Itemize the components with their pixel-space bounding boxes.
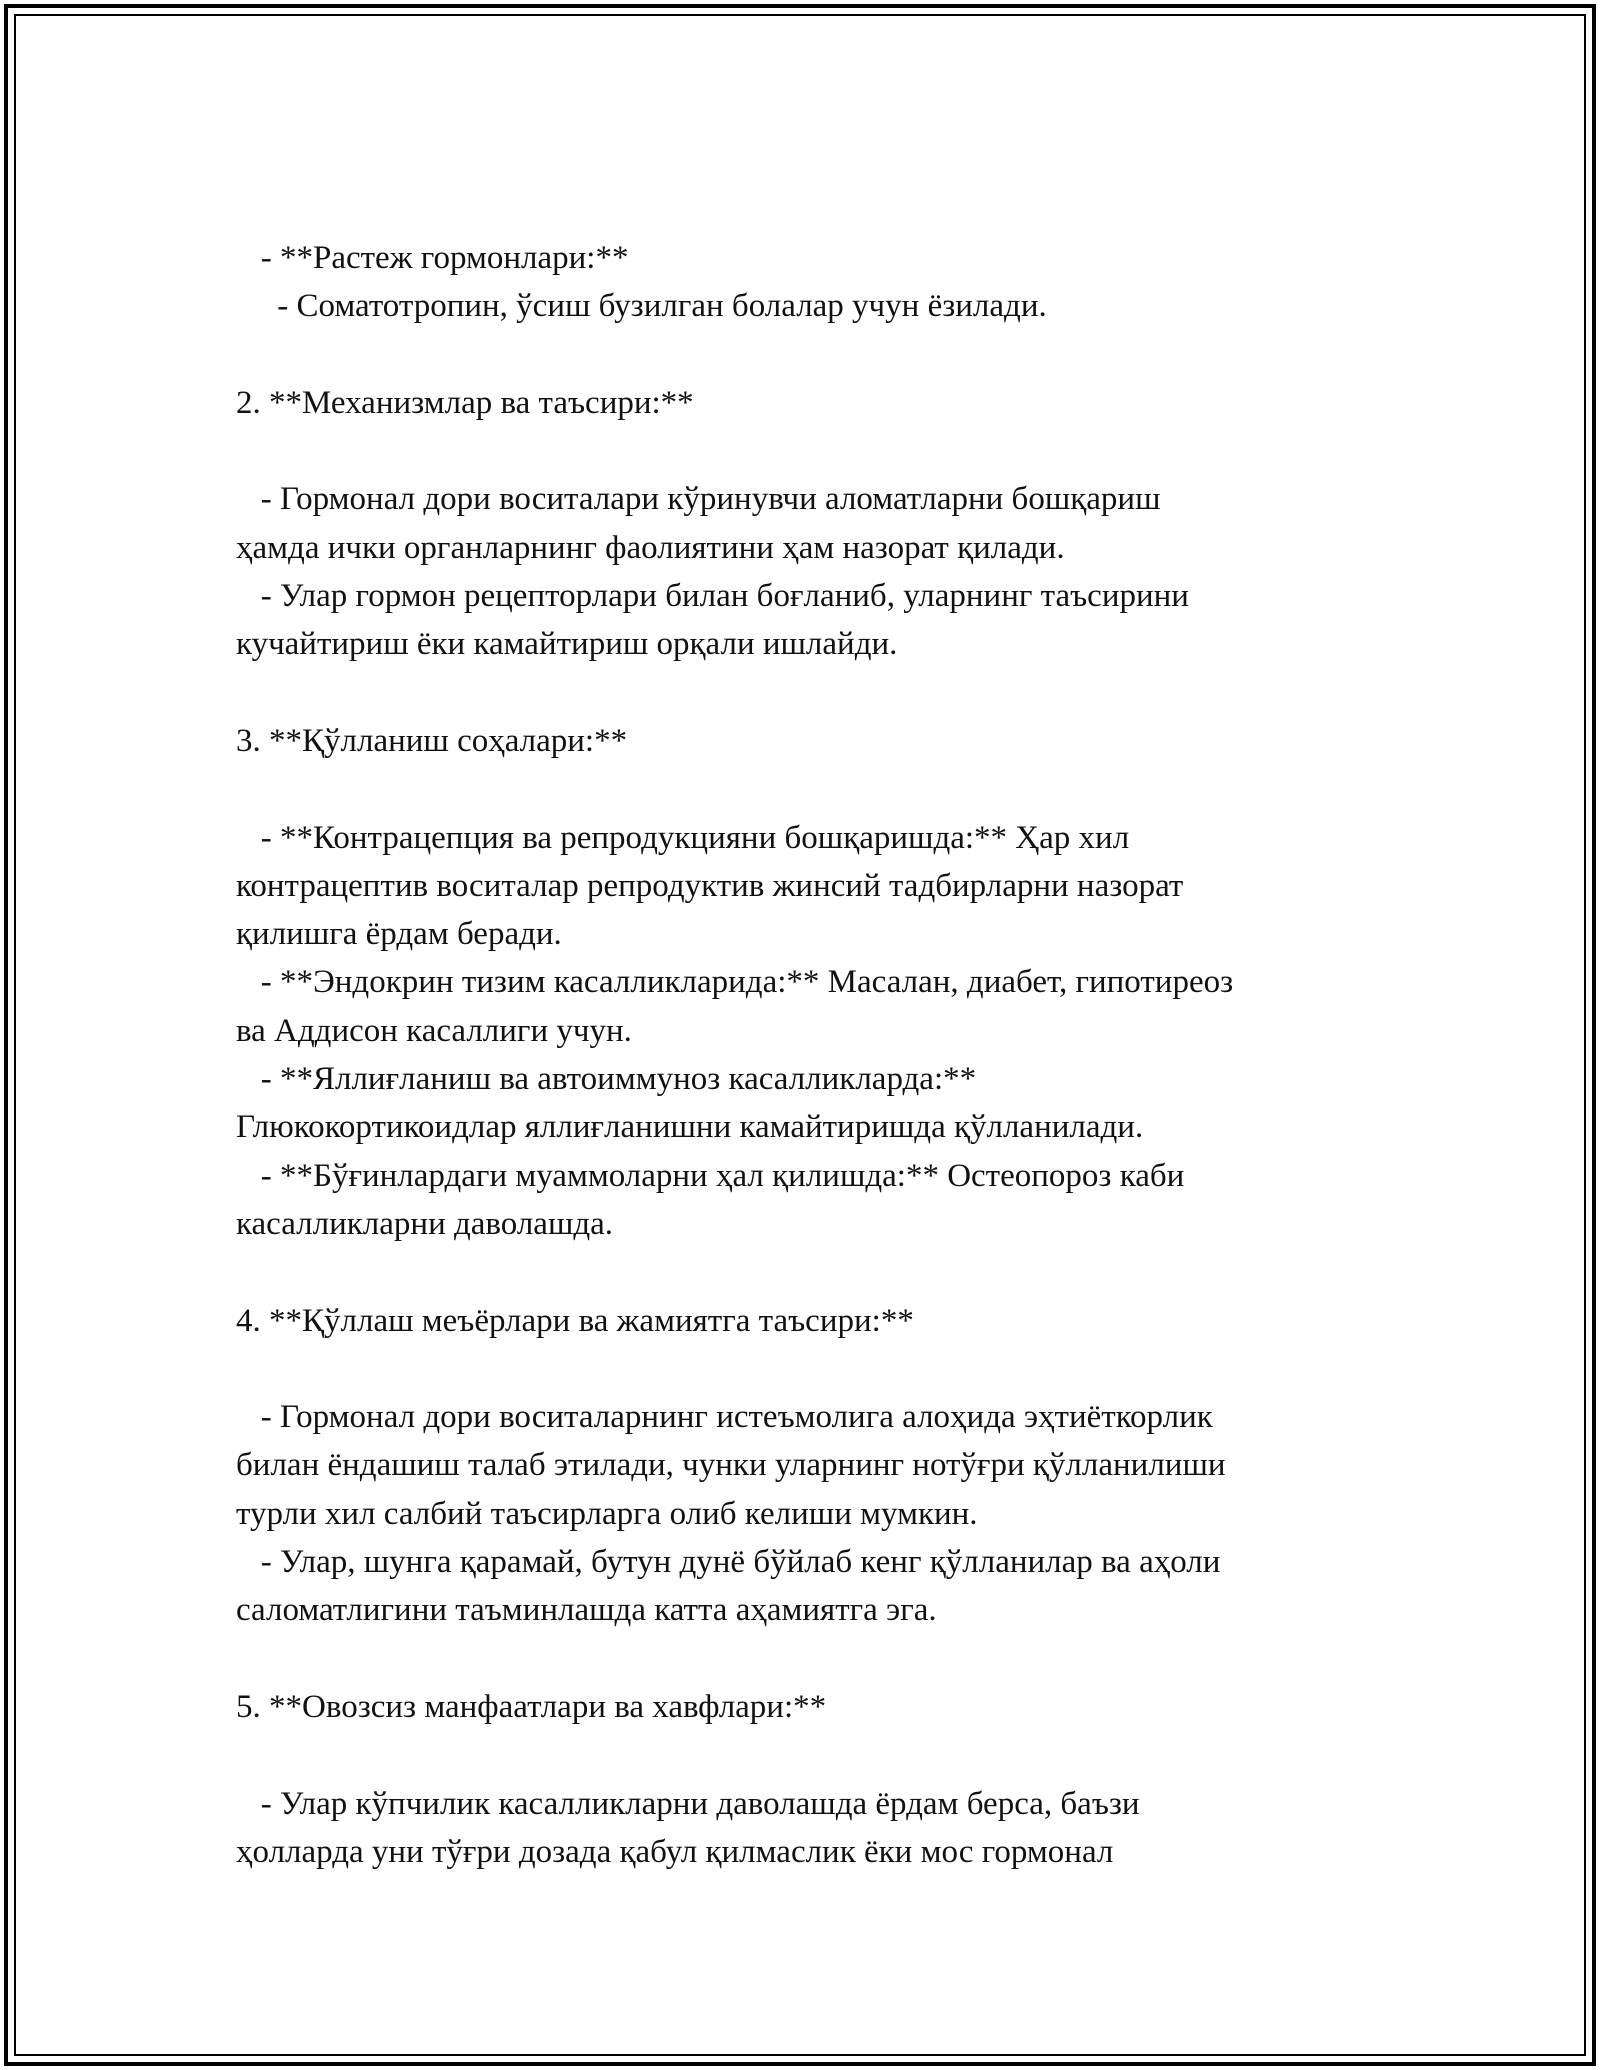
blank-line [236, 1345, 1376, 1393]
blank-line [236, 1635, 1376, 1683]
blank-line [236, 331, 1376, 379]
blank-line [236, 1248, 1376, 1296]
text-line: - **Контрацепция ва репродукцияни бошқаришда:** Ҳар хил [236, 819, 1130, 856]
text-line: - **Бўғинлардаги муаммоларни ҳал қилишда:** Остеопороз каби [236, 1157, 1185, 1194]
text-line: турли хил салбий таъсирларга олиб келиши мумкин. [236, 1495, 978, 1532]
blank-line [236, 765, 1376, 813]
text-line: - Улар гормон рецепторлари билан боғланиб, уларнинг таъсирини [236, 578, 1189, 615]
blank-line [236, 669, 1376, 717]
text-line: ҳолларда уни тўғри дозада қабул қилмаслик ёки мос гормонал [236, 1833, 1114, 1870]
blank-line [236, 1731, 1376, 1779]
text-line: саломатлигини таъминлашда катта аҳамиятга эга. [236, 1592, 937, 1629]
text-line: - Гормонал дори воситаларнинг истеъмолига алоҳида эҳтиёткорлик [236, 1399, 1213, 1436]
text-line: - Гормонал дори воситалари кўринувчи аломатларни бошқариш [236, 481, 1161, 518]
text-line: қилишга ёрдам беради. [236, 916, 562, 953]
text-line: - **Растеж гормонлари:** [236, 240, 629, 276]
text-line: - Соматотропин, ўсиш бузилган болалар учун ёзилади. [236, 288, 1047, 325]
text-line: билан ёндашиш талаб этилади, чунки уларнинг нотўғри қўлланилиши [236, 1447, 1226, 1484]
document-body [236, 234, 1376, 1876]
blank-line [236, 427, 1376, 475]
text-line: ва Аддисон касаллиги учун. [236, 1012, 632, 1049]
text-line: Глюкокортикоидлар яллиғланишни камайтиришда қўлланилади. [236, 1109, 1144, 1146]
section-heading: 5. **Овозсиз манфаатлари ва хавфлари:** [236, 1688, 827, 1725]
text-line: - **Эндокрин тизим касалликларида:** Масалан, диабет, гипотиреоз [236, 964, 1234, 1001]
text-line: контрацептив воситалар репродуктив жинсий тадбирларни назорат [236, 867, 1184, 904]
text-line: - Улар кўпчилик касалликларни даволашда ёрдам берса, баъзи [236, 1785, 1140, 1822]
text-line: ҳамда ички органларнинг фаолиятини ҳам назорат қилади. [236, 529, 1065, 566]
text-line: - Улар, шунга қарамай, бутун дунё бўйлаб кенг қўлланилар ва аҳоли [236, 1544, 1221, 1581]
text-line: касалликларни даволашда. [236, 1205, 614, 1242]
section-heading: 3. **Қўлланиш соҳалари:** [236, 722, 628, 759]
text-line: кучайтириш ёки камайтириш орқали ишлайди. [236, 626, 898, 663]
section-heading: 4. **Қўллаш меъёрлари ва жамиятга таъсири:** [236, 1302, 914, 1339]
section-heading: 2. **Механизмлар ва таъсири:** [236, 384, 694, 421]
text-line: - **Яллиғланиш ва автоиммуноз касалликларда:** [236, 1061, 977, 1098]
